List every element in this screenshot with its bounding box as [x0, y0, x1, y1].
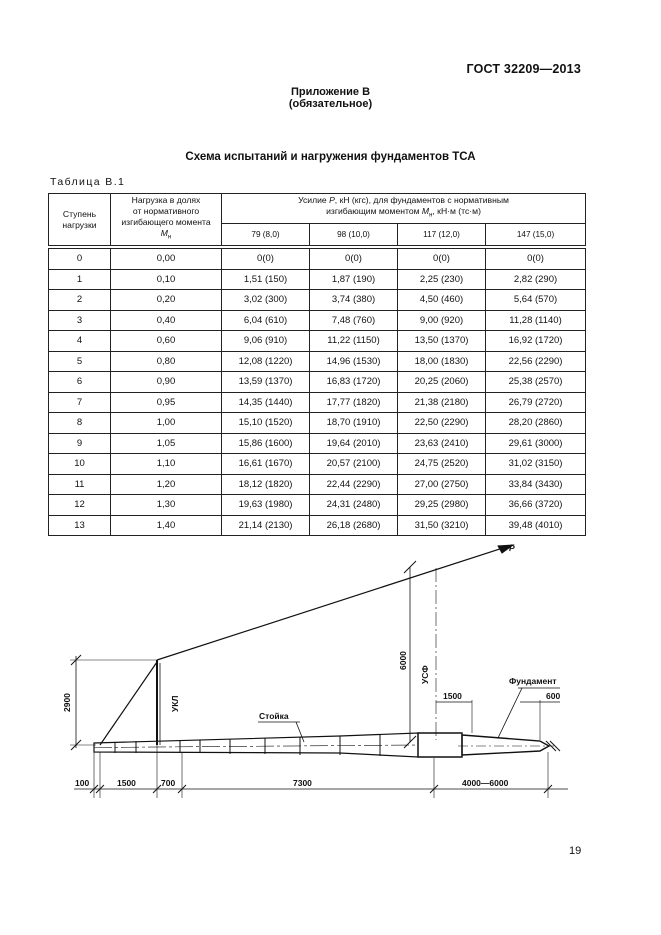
table-cell: 17,77 (1820): [310, 392, 398, 413]
fundament-pointer: [498, 688, 522, 738]
table-cell: 7: [49, 392, 111, 413]
table-cell: 16,83 (1720): [310, 372, 398, 393]
table-cell: 0,95: [111, 392, 222, 413]
table-cell: 15,10 (1520): [222, 413, 310, 434]
force-header-p: P: [329, 195, 335, 206]
table-cell: 1,20: [111, 474, 222, 495]
standard-number: ГОСТ 32209—2013: [466, 62, 581, 76]
moment-col-2: 98 (10,0): [310, 224, 398, 246]
load-header-symbol: M: [160, 228, 168, 239]
table-cell: 9,00 (920): [398, 310, 486, 331]
ukl-label: УКЛ: [170, 695, 180, 712]
table-cell: 0,60: [111, 331, 222, 352]
table-cell: 0,80: [111, 351, 222, 372]
table-cell: 16,92 (1720): [486, 331, 586, 352]
table-cell: 39,48 (4010): [486, 515, 586, 536]
table-cell: 0(0): [398, 249, 486, 270]
table-cell: 29,25 (2980): [398, 495, 486, 516]
table-cell: 22,50 (2290): [398, 413, 486, 434]
table-cell: 0,40: [111, 310, 222, 331]
table-cell: 11: [49, 474, 111, 495]
table-cell: 27,00 (2750): [398, 474, 486, 495]
table-cell: 11,28 (1140): [486, 310, 586, 331]
dim-7300-label: 7300: [293, 778, 312, 788]
table-cell: 1,51 (150): [222, 269, 310, 290]
fundament-label: Фундамент: [509, 676, 557, 686]
table-cell: 19,64 (2010): [310, 433, 398, 454]
table-cell: 18,12 (1820): [222, 474, 310, 495]
force-header-l2a: изгибающим моментом: [326, 206, 422, 217]
table-cell: 28,20 (2860): [486, 413, 586, 434]
table-cell: 14,35 (1440): [222, 392, 310, 413]
table-cell: 26,79 (2720): [486, 392, 586, 413]
force-header-l2b: , кН·м (тс·м): [432, 206, 481, 217]
table-cell: 1,00: [111, 413, 222, 434]
page-number: 19: [569, 845, 582, 857]
mast-brace: [100, 662, 157, 745]
table-cell: 31,50 (3210): [398, 515, 486, 536]
moment-col-1: 79 (8,0): [222, 224, 310, 246]
appendix-status: (обязательное): [288, 98, 373, 110]
table-cell: 6,04 (610): [222, 310, 310, 331]
table-cell: 13,59 (1370): [222, 372, 310, 393]
table-cell: 3,02 (300): [222, 290, 310, 311]
stoyka-label: Стойка: [259, 711, 289, 721]
force-header-l1b: , кН (кгс), для фундаментов с нормативным: [334, 195, 509, 206]
table-cell: 21,14 (2130): [222, 515, 310, 536]
table-cell: 29,61 (3000): [486, 433, 586, 454]
table-cell: 11,22 (1150): [310, 331, 398, 352]
table-cell: 1,87 (190): [310, 269, 398, 290]
table-cell: 0,90: [111, 372, 222, 393]
table-cell: 12: [49, 495, 111, 516]
dim-100-label: 100: [75, 778, 90, 788]
section-title: Схема испытаний и нагружения фундаментов ТСА: [185, 151, 476, 163]
dim-2900-label: 2900: [62, 693, 72, 712]
table-cell: 20,57 (2100): [310, 454, 398, 475]
table-cell: 15,86 (1600): [222, 433, 310, 454]
table-cell: 1,10: [111, 454, 222, 475]
table-cell: 0,10: [111, 269, 222, 290]
force-label: P: [509, 543, 515, 553]
table-cell: 18,70 (1910): [310, 413, 398, 434]
table-cell: 24,75 (2520): [398, 454, 486, 475]
table-cell: 9,06 (910): [222, 331, 310, 352]
dim-600-label: 600: [546, 691, 561, 701]
table-cell: 5: [49, 351, 111, 372]
table-cell: 4: [49, 331, 111, 352]
table-cell: 1,40: [111, 515, 222, 536]
table-cell: 20,25 (2060): [398, 372, 486, 393]
table-cell: 8: [49, 413, 111, 434]
table-cell: 4,50 (460): [398, 290, 486, 311]
table-cell: 5,64 (570): [486, 290, 586, 311]
dim-700-label: 700: [161, 778, 176, 788]
table-cell: 18,00 (1830): [398, 351, 486, 372]
force-header-l1a: Усилие: [298, 195, 330, 206]
table-cell: 2,82 (290): [486, 269, 586, 290]
table-cell: 14,96 (1530): [310, 351, 398, 372]
table-cell: 9: [49, 433, 111, 454]
dim-4000-6000-label: 4000—6000: [462, 778, 509, 788]
table-cell: 0(0): [222, 249, 310, 270]
dim-6000-label: 6000: [398, 651, 408, 670]
force-header-m: M: [421, 206, 430, 217]
table-cell: 0,20: [111, 290, 222, 311]
table-cell: 13,50 (1370): [398, 331, 486, 352]
stand-body: [94, 733, 418, 757]
load-header-line1: Нагрузка в долях: [131, 195, 201, 206]
table-cell: 21,38 (2180): [398, 392, 486, 413]
table-cell: 22,44 (2290): [310, 474, 398, 495]
table-cell: 2: [49, 290, 111, 311]
force-line: [157, 545, 512, 660]
table-cell: 10: [49, 454, 111, 475]
foundation-pile: [462, 735, 549, 755]
force-header-sub: н: [429, 212, 433, 219]
table-cell: 12,08 (1220): [222, 351, 310, 372]
appendix-title: Приложение В: [290, 86, 371, 98]
moment-col-4: 147 (15,0): [486, 224, 586, 246]
table-cell: 31,02 (3150): [486, 454, 586, 475]
table-cell: 26,18 (2680): [310, 515, 398, 536]
table-cell: 36,66 (3720): [486, 495, 586, 516]
table-cell: 22,56 (2290): [486, 351, 586, 372]
table-caption: Таблица В.1: [50, 176, 126, 188]
table-cell: 24,31 (2480): [310, 495, 398, 516]
table-cell: 3: [49, 310, 111, 331]
table-cell: 0(0): [310, 249, 398, 270]
load-header-line3: изгибающего момента: [121, 217, 211, 228]
load-header-sub: н: [167, 234, 172, 241]
foundation-cap: [418, 733, 462, 757]
table-cell: 2,25 (230): [398, 269, 486, 290]
table-cell: 0: [49, 249, 111, 270]
table-cell: 19,63 (1980): [222, 495, 310, 516]
table-cell: 33,84 (3430): [486, 474, 586, 495]
table-cell: 7,48 (760): [310, 310, 398, 331]
stand-axis: [94, 745, 418, 748]
usf-label: УСФ: [420, 665, 430, 684]
table-cell: 6: [49, 372, 111, 393]
col-step-header: Ступень нагрузки: [49, 194, 111, 246]
table-cell: 3,74 (380): [310, 290, 398, 311]
table-cell: 16,61 (1670): [222, 454, 310, 475]
table-cell: 23,63 (2410): [398, 433, 486, 454]
table-cell: 0,00: [111, 249, 222, 270]
table-cell: 0(0): [486, 249, 586, 270]
load-header-line2: от нормативного: [132, 206, 200, 217]
table-cell: 1,05: [111, 433, 222, 454]
dim-1500-bottom-label: 1500: [117, 778, 136, 788]
table-cell: 1,30: [111, 495, 222, 516]
table-cell: 1: [49, 269, 111, 290]
moment-col-3: 117 (12,0): [398, 224, 486, 246]
table-cell: 13: [49, 515, 111, 536]
table-cell: 25,38 (2570): [486, 372, 586, 393]
dim-1500-top-label: 1500: [443, 691, 462, 701]
